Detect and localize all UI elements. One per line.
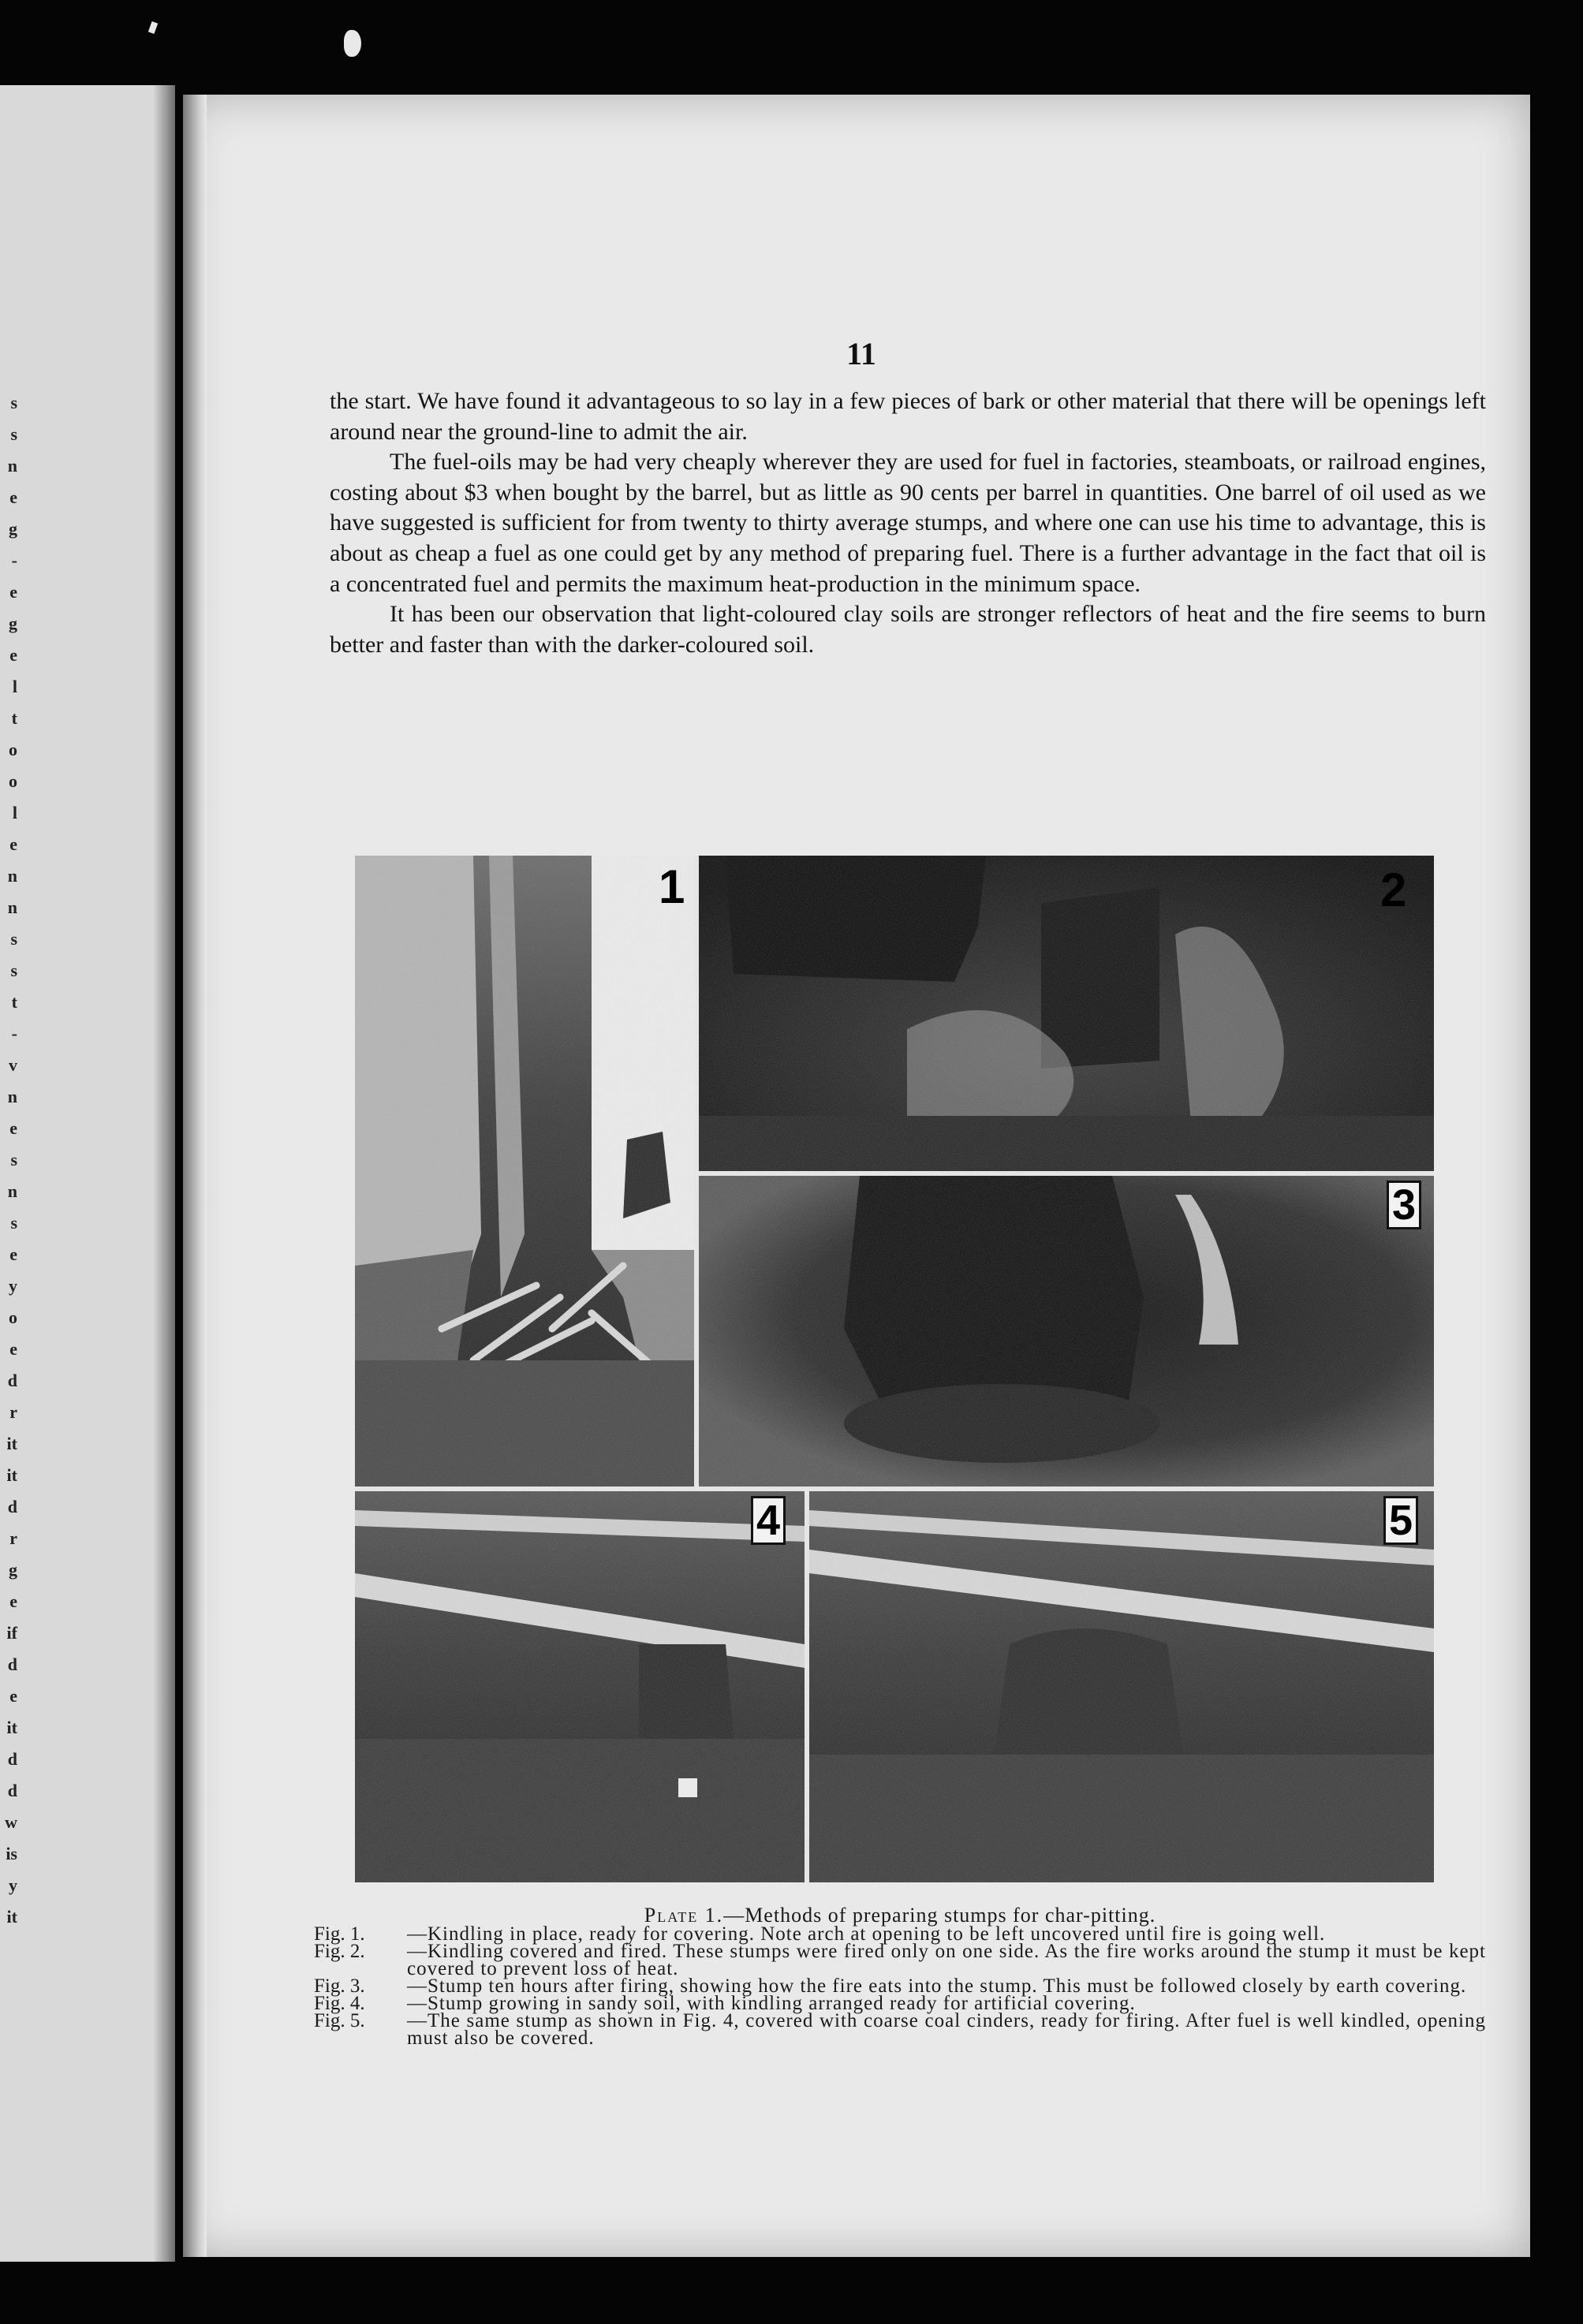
previous-page-fragment: s: [10, 961, 17, 980]
previous-page-fragment: d: [7, 1497, 17, 1516]
caption-fig-label: Fig. 3.: [314, 1975, 365, 1997]
figure-4-photo: [355, 1491, 805, 1882]
book-page: [183, 95, 1530, 2257]
caption-fig-label: Fig. 5.: [314, 2010, 365, 2031]
caption-fig-text: —Stump growing in sandy soil, with kindling arranged ready for artificial covering.: [407, 1993, 1136, 2014]
previous-page-fragment: -: [11, 1024, 17, 1043]
figure-2-label: 2: [1380, 864, 1407, 916]
figure-1-label: 1: [659, 860, 685, 913]
previous-page-fragment: o: [9, 740, 17, 759]
figure-3-photo: [699, 1176, 1434, 1487]
previous-page-fragment: it: [6, 1434, 17, 1453]
previous-page-fragment: s: [10, 1150, 17, 1169]
page-gutter: [183, 95, 207, 2257]
caption-fig-2: [314, 1943, 1486, 1978]
previous-page-fragment: r: [9, 1528, 17, 1548]
previous-page-fragment: d: [7, 1371, 17, 1390]
previous-page-fragment: w: [5, 1812, 17, 1832]
previous-page-fragment: o: [9, 1307, 17, 1327]
plate-divider: [805, 1491, 809, 1882]
previous-page-fragment: g: [9, 1560, 17, 1580]
previous-page-fragment: e: [9, 1244, 17, 1264]
caption-fig-text: —Kindling covered and fired. These stumps were fired only on one side. As the fire works around the stump it must be kept covered to prevent loss of heat.: [407, 1941, 1486, 1979]
previous-page-fragment: g: [9, 519, 17, 539]
previous-page-fragment: it: [6, 1718, 17, 1737]
previous-page-fragment: e: [9, 645, 17, 665]
figure-3-label: 3: [1387, 1181, 1421, 1229]
film-mark-right: [344, 30, 361, 57]
figure-5-label: 5: [1383, 1496, 1418, 1545]
previous-page-fragment: it: [6, 1907, 17, 1927]
previous-page-fragment: g: [9, 614, 17, 633]
previous-page-fragment: y: [9, 1875, 17, 1895]
caption-fig-text: —Stump ten hours after firing, showing how the fire eats into the stump. This must be followed closely by earth covering.: [407, 1975, 1467, 1997]
previous-page-fragment: v: [9, 1055, 17, 1075]
figure-1-photo: [355, 856, 694, 1487]
caption-fig-5: [314, 2010, 1486, 2049]
caption-fig-text: —Kindling in place, ready for covering. Note arch at opening to be left uncovered until fire is going well.: [407, 1923, 1326, 1945]
previous-page-fragment: if: [6, 1623, 17, 1643]
photo-plate: [355, 856, 1434, 1882]
paragraph-continuation: the start. We have found it advantageous to so lay in a few pieces of bark or other material that there will be openings left around near the ground-line to admit the air.: [330, 388, 1486, 445]
page-number: 11: [846, 336, 876, 371]
previous-page-fragment: is: [6, 1844, 17, 1863]
plate-divider: [699, 1171, 1434, 1176]
previous-page-fragment: it: [6, 1465, 17, 1485]
plate-title: [314, 1904, 1486, 1927]
previous-page-fragment: s: [10, 1213, 17, 1233]
previous-page-edge: [0, 85, 175, 2262]
previous-page-fragment: n: [7, 866, 17, 886]
caption-fig-text: —The same stump as shown in Fig. 4, covered with coarse coal cinders, ready for firing. After fuel is well kindled, opening must also be covered.: [407, 2010, 1486, 2049]
previous-page-text-fragments: [0, 393, 17, 1938]
plate-divider: [355, 1487, 1434, 1491]
previous-page-fragment: n: [7, 1181, 17, 1201]
previous-page-fragment: -: [11, 550, 17, 570]
plate-photographs: [355, 856, 1434, 1882]
figure-2-photo: [699, 856, 1434, 1171]
previous-page-fragment: e: [9, 487, 17, 507]
plate-title-prefix: Plate 1.: [644, 1904, 724, 1927]
previous-page-fragment: r: [9, 1402, 17, 1422]
previous-page-fragment: d: [7, 1781, 17, 1800]
caption-fig-label: Fig. 4.: [314, 1993, 365, 2014]
previous-page-fragment: e: [9, 1686, 17, 1706]
caption-fig-label: Fig. 1.: [314, 1923, 365, 1945]
caption-fig-label: Fig. 2.: [314, 1941, 365, 1962]
previous-page-fragment: t: [11, 708, 17, 728]
previous-page-fragment: e: [9, 582, 17, 602]
figure-5-photo: [809, 1491, 1434, 1882]
plate-title-text: —Methods of preparing stumps for char-pitting.: [723, 1904, 1156, 1927]
figure-4-label: 4: [751, 1496, 786, 1545]
previous-page-fragment: d: [7, 1749, 17, 1769]
previous-page-fragment: s: [10, 393, 17, 412]
previous-page-fragment: e: [9, 1591, 17, 1611]
previous-page-fragment: l: [12, 677, 17, 696]
previous-page-fragment: e: [9, 1118, 17, 1138]
previous-page-fragment: t: [11, 992, 17, 1012]
plate-divider: [694, 856, 699, 1491]
previous-page-fragment: n: [7, 1087, 17, 1106]
previous-page-fragment: e: [9, 834, 17, 854]
page-fold-shadow: [153, 85, 175, 2262]
previous-page-fragment: o: [9, 771, 17, 791]
previous-page-fragment: l: [12, 803, 17, 823]
previous-page-fragment: n: [7, 897, 17, 917]
previous-page-fragment: e: [9, 1339, 17, 1359]
paragraph-fuel-oils: The fuel-oils may be had very cheaply wherever they are used for fuel in factories, steamboats, or railroad engines, costing about $3 when bought by the barrel, but as little as 90 cents per barrel in quantities. One barrel of oil used as we have suggested is sufficient for from twenty to thirty average stumps, and where one can use his time to advantage, this is about as cheap a fuel as one could get by any method of preparing fuel. There is a further advantage in the fact that oil is a concentrated fuel and permits the maximum heat-production in the minimum space.: [330, 449, 1486, 597]
previous-page-fragment: s: [10, 424, 17, 444]
paragraph-clay-soils: It has been our observation that light-coloured clay soils are stronger reflectors of heat and the fire seems to burn better and faster than with the darker-coloured soil.: [330, 601, 1486, 658]
previous-page-fragment: y: [9, 1276, 17, 1296]
previous-page-fragment: d: [7, 1654, 17, 1674]
previous-page-fragment: s: [10, 929, 17, 949]
previous-page-fragment: n: [7, 456, 17, 476]
film-mark-left: [148, 21, 158, 34]
body-text: [330, 386, 1486, 660]
plate-caption: [314, 1904, 1486, 2049]
